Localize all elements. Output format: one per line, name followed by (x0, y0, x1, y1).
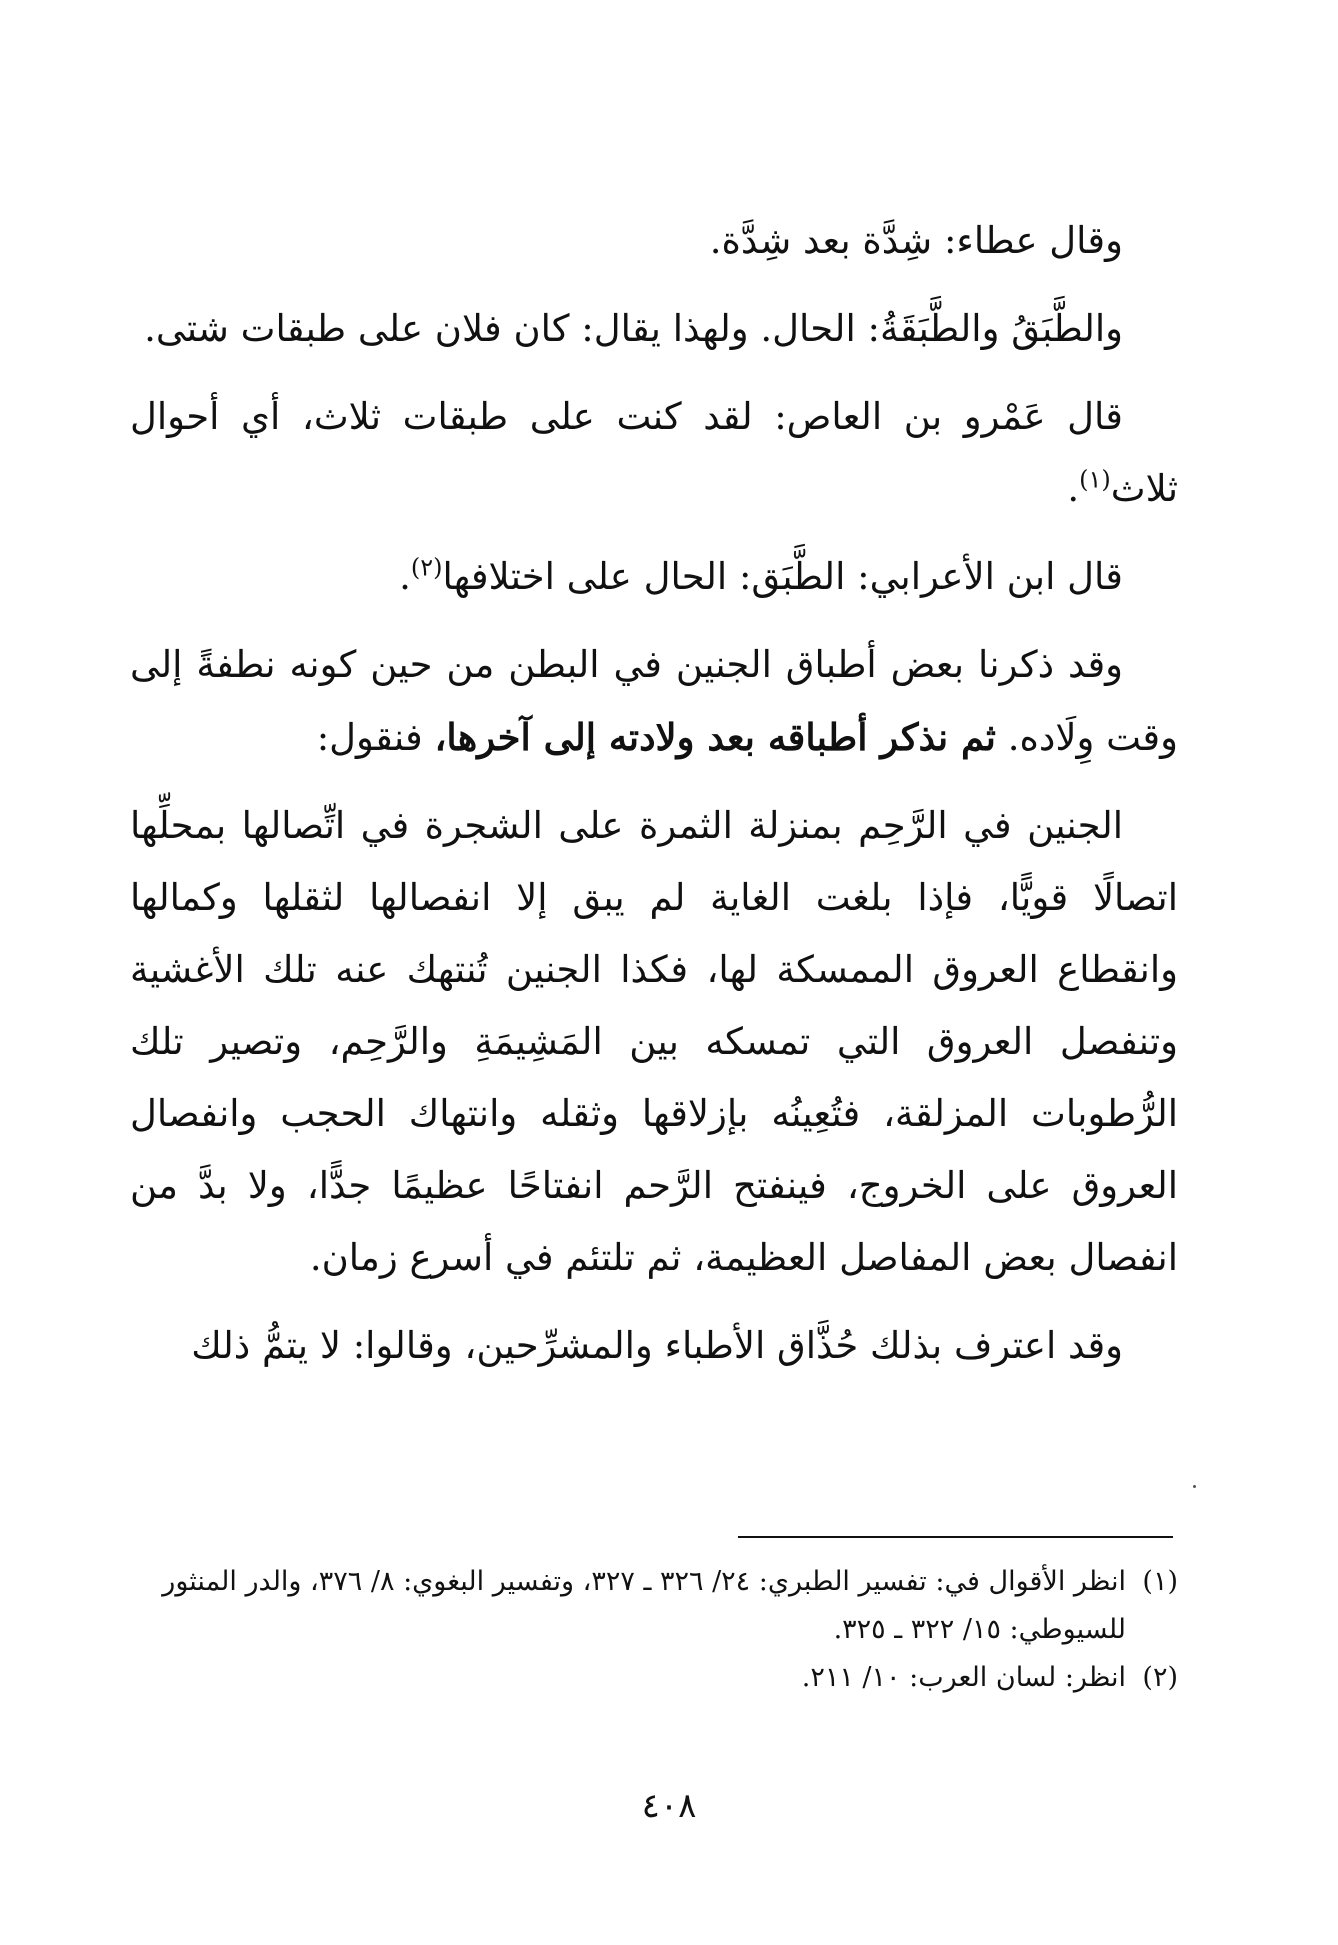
footnote-separator (738, 1536, 1173, 1538)
paragraph-tabaq-definition (130, 293, 1178, 365)
paragraph-physicians (130, 1310, 1178, 1382)
paragraph-janin-birth-text: الجنين في الرَّحِم بمنزلة الثمرة على الشجرة في اتِّصالها بمحلِّها اتصالًا قويًّا، فإذا بلغت الغاية لم يبق إلا انفصالها لثقلها وكمالها وانقطاع العروق الممسكة لها، فكذا الجنين تُنتهك عنه تلك الأغشية وتنفصل العروق التي تمسكه بين المَشِيمَةِ والرَّحِم، وتصير تلك الرُّطوبات المزلقة، فتُعِينُه بإزلاقها وثقله وانتهاك الحجب وانفصال العروق على الخروج، فينفتح الرَّحم انفتاحًا عظيمًا جدًّا، ولا بدَّ من انفصال بعض المفاصل العظيمة، ثم تلتئم في أسرع زمان. (130, 804, 1178, 1279)
paragraph-atbaq-end: فنقول: (316, 716, 435, 759)
footnote-2-number: (٢) (1142, 1662, 1178, 1693)
paragraph-ata (130, 205, 1178, 277)
paragraph-tabaq-definition-text: والطَّبَقُ والطَّبَقَةُ: الحال. ولهذا يقال: كان فلان على طبقات شتى. (144, 307, 1123, 350)
paragraph-amr-ibn-al-as (130, 381, 1178, 525)
footnote-2-text: انظر: لسان العرب: ١٠/ ٢١١. (801, 1662, 1126, 1693)
main-text (130, 205, 1178, 1382)
paragraph-ibn-al-arabi-end: . (399, 555, 411, 598)
page-number: ٤٠٨ (641, 1786, 697, 1826)
footnote-1 (130, 1558, 1178, 1654)
paragraph-ibn-al-arabi (130, 541, 1178, 613)
footnote-ref-2[interactable]: (٢) (410, 553, 443, 582)
paragraph-atbaq-plain: وقد ذكرنا بعض أطباق الجنين في البطن من حين كونه نطفةً إلى وقت وِلَاده. (130, 643, 1178, 759)
footnote-1-number: (١) (1142, 1566, 1178, 1597)
paragraph-amr-end: . (1067, 467, 1080, 510)
paragraph-amr-text: قال عَمْرو بن العاص: لقد كنت على طبقات ثلاث، أي أحوال ثلاث (130, 395, 1178, 510)
footnotes-section (130, 1558, 1178, 1702)
footnote-1-text: انظر الأقوال في: تفسير الطبري: ٢٤/ ٣٢٦ ـ ٣٢٧، وتفسير البغوي: ٨/ ٣٧٦، والدر المنثور للسيوطي: ١٥/ ٣٢٢ ـ ٣٢٥. (162, 1566, 1126, 1645)
footnote-2 (130, 1654, 1178, 1702)
paragraph-atbaq-intro (130, 629, 1178, 774)
paragraph-ata-text: وقال عطاء: شِدَّة بعد شِدَّة. (709, 219, 1123, 262)
paragraph-atbaq-bold: ثم نذكر أطباقه بعد ولادته إلى آخرها، (434, 715, 996, 759)
paragraph-janin-birth (130, 790, 1178, 1294)
paragraph-physicians-text: وقد اعترف بذلك حُذَّاق الأطباء والمشرِّحين، وقالوا: لا يتمُّ ذلك (191, 1324, 1123, 1367)
stray-dot-mark (1193, 1485, 1196, 1488)
footnote-ref-1[interactable]: (١) (1079, 465, 1111, 494)
paragraph-ibn-al-arabi-text: قال ابن الأعرابي: الطَّبَق: الحال على اختلافها (442, 555, 1123, 598)
